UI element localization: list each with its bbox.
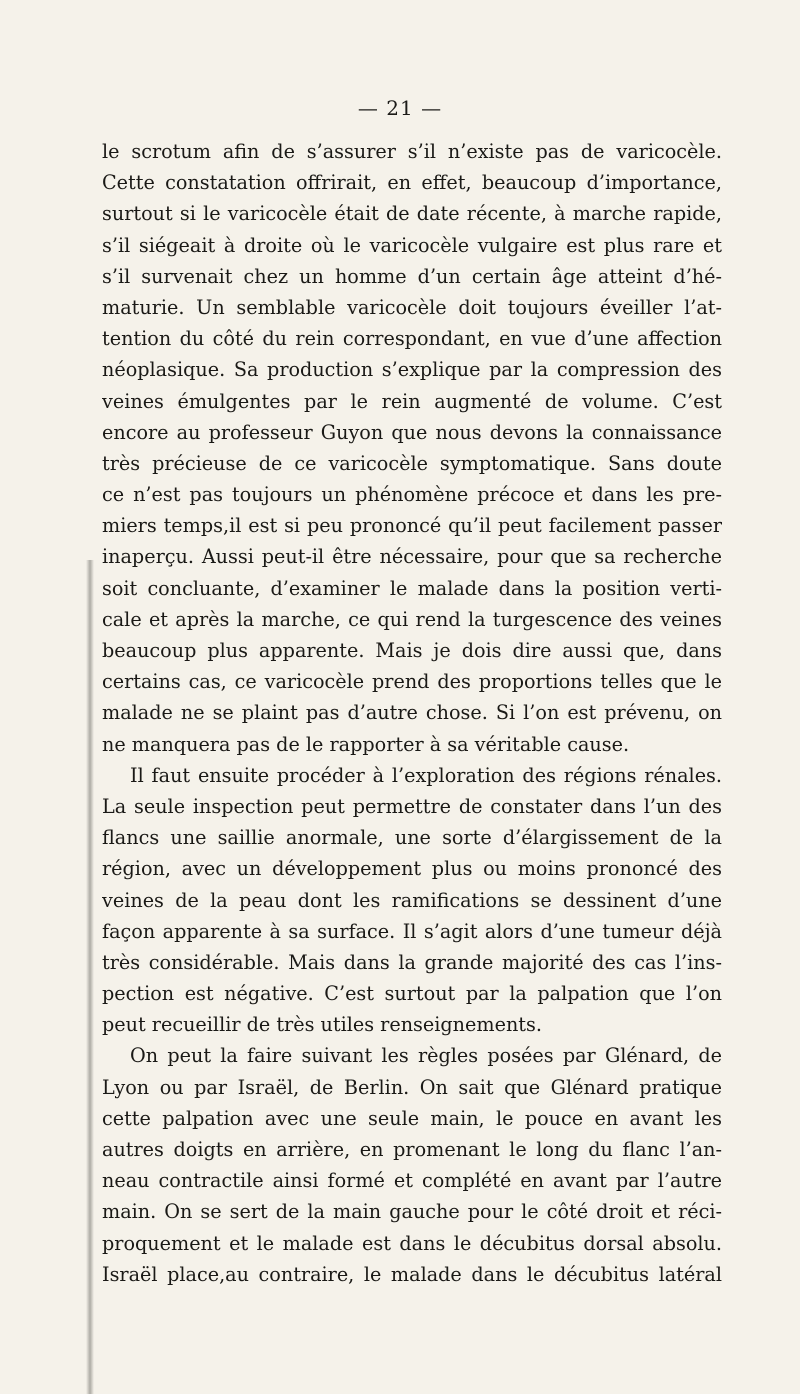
body-text [102, 136, 722, 1290]
text-line: veines de la peau dont les ramifications se dessinent d’une [102, 888, 722, 912]
text-line: Il faut ensuite procéder à l’exploration des régions rénales. [130, 763, 722, 787]
paragraph [102, 136, 722, 760]
text-line: cale et après la marche, ce qui rend la turgescence des veines [102, 607, 722, 631]
text-line: On peut la faire suivant les règles posées par Glénard, de [130, 1044, 722, 1068]
text-line: miers temps,il est si peu prononcé qu’il peut facilement passer [102, 514, 722, 538]
text-line: autres doigts en arrière, en promenant le long du flanc l’an- [102, 1138, 722, 1161]
text-line: surtout si le varicocèle était de date récente, à marche rapide, [102, 202, 722, 226]
text-line: cette palpation avec une seule main, le pouce en avant les [102, 1106, 722, 1130]
text-line: Lyon ou par Israël, de Berlin. On sait que Glénard pratique [102, 1075, 722, 1099]
text-line: Israël place,au contraire, le malade dans le décubitus latéral [102, 1262, 722, 1286]
paragraph [102, 760, 722, 1041]
text-line: proquement et le malade est dans le décubitus dorsal absolu. [102, 1231, 722, 1255]
text-line: s’il survenait chez un homme d’un certain âge atteint d’hé- [102, 264, 722, 288]
paragraph [102, 1040, 722, 1290]
text-line: beaucoup plus apparente. Mais je dois dire aussi que, dans [102, 639, 722, 662]
text-line: pection est négative. C’est surtout par la palpation que l’on [102, 982, 722, 1006]
text-line: encore au professeur Guyon que nous devons la connaissance [102, 420, 722, 444]
text-line: peut recueillir de très utiles renseignements. [102, 1013, 542, 1037]
text-line: malade ne se plaint pas d’autre chose. Si l’on est prévenu, on [102, 701, 722, 725]
page-number: — 21 — [357, 96, 443, 120]
text-line: très précieuse de ce varicocèle symptomatique. Sans doute [102, 451, 722, 475]
text-line: façon apparente à sa surface. Il s’agit alors d’une tumeur déjà [102, 919, 722, 943]
page-binding-shadow [86, 560, 94, 1394]
text-line: Cette constatation offrirait, en effet, beaucoup d’importance, [102, 171, 722, 195]
text-line: très considérable. Mais dans la grande majorité des cas l’ins- [102, 950, 722, 974]
text-line: néoplasique. Sa production s’explique par la compression des [102, 358, 722, 382]
text-line: neau contractile ainsi formé et complété en avant par l’autre [102, 1169, 722, 1193]
text-line: tention du côté du rein correspondant, en vue d’une affection [102, 327, 722, 351]
text-line: main. On se sert de la main gauche pour le côté droit et réci- [102, 1200, 722, 1224]
text-line: veines émulgentes par le rein augmenté de volume. C’est [102, 389, 722, 413]
text-line: maturie. Un semblable varicocèle doit toujours éveiller l’at- [102, 295, 722, 319]
text-line: s’il siégeait à droite où le varicocèle vulgaire est plus rare et [102, 233, 722, 257]
text-line: ce n’est pas toujours un phénomène précoce et dans les pre- [102, 483, 722, 507]
text-line: certains cas, ce varicocèle prend des proportions telles que le [102, 670, 722, 694]
text-line: région, avec un développement plus ou moins prononcé des [102, 857, 722, 881]
text-line: flancs une saillie anormale, une sorte d’élargissement de la [102, 826, 722, 850]
text-line: ne manquera pas de le rapporter à sa véritable cause. [102, 732, 630, 756]
text-line: La seule inspection peut permettre de constater dans l’un des [102, 794, 722, 818]
text-line: inaperçu. Aussi peut-il être nécessaire, pour que sa recherche [102, 545, 722, 569]
text-line: le scrotum afin de s’assurer s’il n’existe pas de varicocèle. [102, 140, 722, 163]
text-line: soit concluante, d’examiner le malade dans la position verti- [102, 576, 722, 600]
